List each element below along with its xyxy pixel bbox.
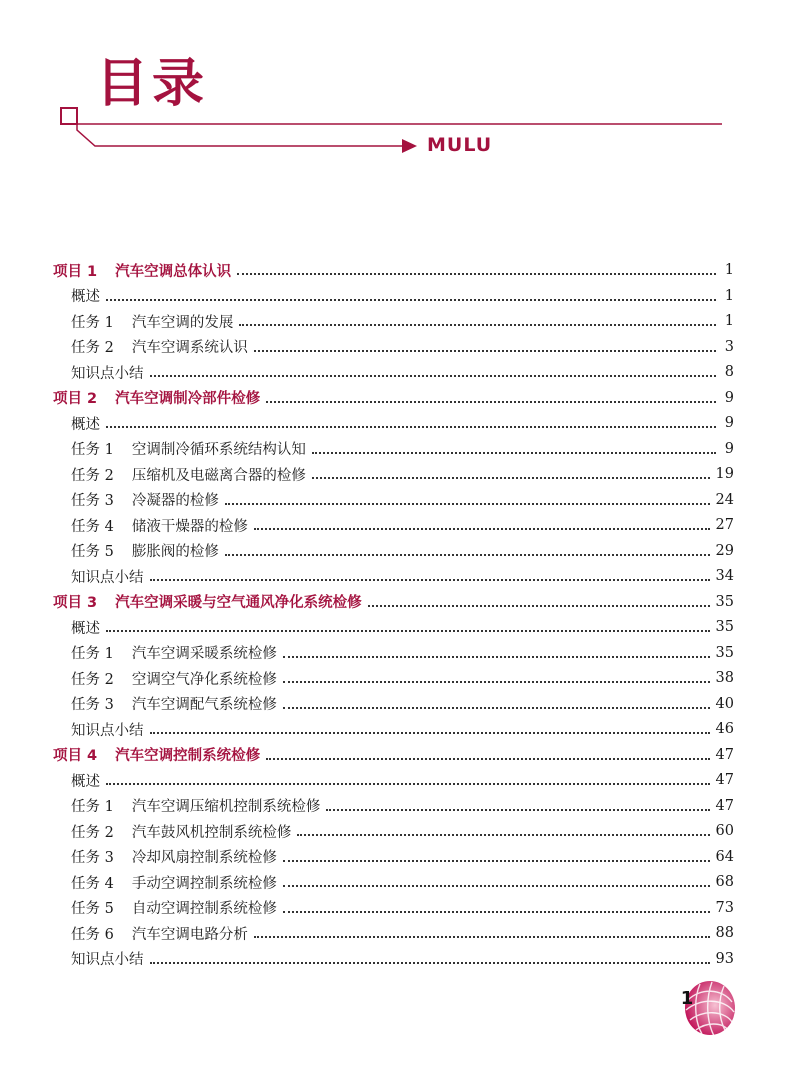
toc-label [53, 744, 260, 765]
toc-item-row[interactable] [71, 437, 734, 461]
toc-number: 项目 4 [53, 748, 98, 764]
toc-item-row[interactable] [71, 615, 734, 639]
toc-project-row[interactable] [53, 743, 734, 767]
dot-leader [106, 773, 710, 785]
toc-number: 任务 2 [71, 340, 114, 356]
toc-title: 汽车空调采暖与空气通风净化系统检修 [115, 595, 362, 611]
page-number: 1 [680, 988, 694, 1009]
toc-number: 任务 3 [71, 697, 114, 713]
dot-leader [297, 824, 709, 836]
toc-number: 知识点小结 [71, 365, 144, 382]
toc-item-row[interactable] [71, 335, 734, 359]
toc-page-number: 64 [715, 848, 734, 865]
toc-page-number: 73 [715, 899, 734, 916]
toc-item-row[interactable] [71, 794, 734, 818]
toc-page-number: 35 [715, 619, 734, 635]
toc-page-number: 29 [715, 542, 734, 559]
toc-title: 自动空调控制系统检修 [131, 901, 277, 917]
dot-leader [106, 289, 716, 301]
toc-number: 任务 2 [71, 824, 114, 841]
toc-item-row[interactable] [71, 896, 734, 920]
toc-label [71, 336, 248, 357]
dot-leader [150, 365, 717, 377]
toc-page-number: 68 [715, 874, 734, 890]
toc-label [71, 362, 144, 383]
toc-page-number: 47 [715, 746, 734, 763]
toc-label [71, 795, 320, 816]
toc-page-number: 60 [715, 823, 734, 839]
toc-label [71, 821, 291, 842]
page-header [0, 0, 790, 200]
toc-title: 汽车空调系统认识 [131, 340, 248, 356]
toc-page-number: 46 [715, 721, 734, 737]
dot-leader [254, 340, 716, 352]
toc-number: 任务 1 [71, 314, 114, 331]
toc-number: 任务 4 [71, 875, 114, 892]
toc-number: 知识点小结 [71, 952, 144, 968]
dot-leader [283, 875, 710, 887]
toc-item-row[interactable] [71, 539, 734, 563]
toc-number: 任务 1 [71, 646, 114, 662]
dot-leader [283, 850, 710, 862]
toc-label [71, 923, 248, 944]
page-title: 目录 [96, 54, 209, 114]
toc-label [71, 846, 277, 867]
dot-leader [266, 391, 716, 403]
toc-title: 冷凝器的检修 [131, 493, 219, 509]
toc-label [71, 668, 277, 689]
toc-number: 项目 1 [53, 263, 98, 280]
dot-leader [106, 416, 716, 428]
toc-number: 任务 1 [71, 799, 114, 815]
toc-page-number: 9 [724, 389, 734, 406]
toc-item-row[interactable] [71, 692, 734, 716]
toc-label [71, 897, 277, 918]
toc-title: 空调空气净化系统检修 [131, 671, 277, 688]
toc-label [71, 438, 306, 459]
dot-leader [326, 799, 709, 811]
toc-item-row[interactable] [71, 284, 734, 308]
toc-number: 任务 3 [71, 850, 114, 866]
toc-title: 汽车空调制冷部件检修 [115, 391, 261, 407]
dot-leader [150, 952, 710, 964]
dot-leader [237, 263, 716, 275]
toc-item-row[interactable] [71, 845, 734, 869]
toc-title: 汽车空调的发展 [131, 314, 234, 331]
toc-label [71, 642, 277, 663]
toc-number: 概述 [71, 416, 100, 433]
toc-title: 汽车空调电路分析 [131, 926, 248, 943]
toc-label [71, 285, 100, 306]
toc-page-number: 40 [715, 695, 734, 712]
toc-label [71, 693, 277, 714]
toc-title: 汽车鼓风机控制系统检修 [131, 824, 292, 841]
toc-item-row[interactable] [71, 513, 734, 537]
dot-leader [106, 620, 710, 632]
toc-number: 任务 5 [71, 544, 114, 560]
toc-item-row[interactable] [71, 666, 734, 690]
toc-label [71, 770, 100, 791]
toc-page-number: 88 [715, 925, 734, 941]
toc-item-row[interactable] [71, 921, 734, 945]
toc-label [71, 413, 100, 434]
toc-page-number: 35 [715, 644, 734, 661]
toc-item-row[interactable] [71, 870, 734, 894]
toc-item-row[interactable] [71, 462, 734, 486]
toc-label [71, 566, 144, 587]
page-subtitle: MULU [427, 134, 493, 156]
toc-title: 储液干燥器的检修 [131, 518, 248, 535]
toc-page-number: 9 [724, 415, 734, 431]
toc-item-row[interactable] [71, 360, 734, 384]
toc-number: 任务 2 [71, 671, 114, 688]
toc-project-row[interactable] [53, 386, 734, 410]
toc-page-number: 1 [724, 287, 734, 304]
toc-title: 汽车空调采暖系统检修 [131, 646, 277, 662]
toc-page-number: 47 [715, 797, 734, 814]
dot-leader [368, 595, 710, 607]
toc-page-number: 35 [715, 593, 734, 610]
toc-number: 任务 4 [71, 518, 114, 535]
toc-item-row[interactable] [71, 564, 734, 588]
toc-label [71, 617, 100, 638]
dot-leader [312, 467, 710, 479]
toc-number: 任务 3 [71, 493, 114, 509]
toc-page-number: 38 [715, 670, 734, 686]
toc-title: 手动空调控制系统检修 [131, 875, 277, 892]
toc-label [71, 464, 306, 485]
toc-label [53, 387, 260, 408]
toc-page-number: 47 [715, 772, 734, 788]
toc-label [71, 872, 277, 893]
dot-leader [150, 722, 710, 734]
toc-label [71, 515, 248, 536]
toc-number: 概述 [71, 773, 100, 790]
toc-title: 汽车空调压缩机控制系统检修 [131, 799, 321, 815]
toc-page-number: 24 [715, 491, 734, 508]
toc-title: 冷却风扇控制系统检修 [131, 850, 277, 866]
toc-page-number: 34 [715, 568, 734, 584]
toc-page-number: 8 [724, 364, 734, 380]
toc-label [71, 489, 219, 510]
toc-project-row[interactable] [53, 258, 734, 282]
dot-leader [254, 518, 710, 530]
dot-leader [254, 926, 710, 938]
toc-number: 概述 [71, 620, 100, 637]
dot-leader [266, 748, 709, 760]
toc-item-row[interactable] [71, 947, 734, 971]
toc-item-row[interactable] [71, 819, 734, 843]
toc-title: 汽车空调控制系统检修 [115, 748, 261, 764]
toc-item-row[interactable] [71, 717, 734, 741]
toc-title: 汽车空调总体认识 [115, 263, 232, 280]
toc-label [53, 591, 362, 612]
toc-project-row[interactable] [53, 590, 734, 614]
toc-page-number: 27 [715, 517, 734, 533]
toc-number: 知识点小结 [71, 722, 144, 739]
toc-page-number: 1 [724, 262, 734, 278]
toc-label [53, 260, 231, 281]
toc-item-row[interactable] [71, 488, 734, 512]
toc-number: 项目 2 [53, 391, 98, 407]
dot-leader [283, 646, 710, 658]
toc-title: 压缩机及电磁离合器的检修 [131, 467, 306, 484]
toc-label [71, 719, 144, 740]
toc-item-row[interactable] [71, 768, 734, 792]
toc-item-row[interactable] [71, 641, 734, 665]
toc-item-row[interactable] [71, 309, 734, 333]
toc-page-number: 19 [715, 466, 734, 482]
toc-number: 知识点小结 [71, 569, 144, 586]
toc-title: 膨胀阀的检修 [131, 544, 219, 560]
toc-number: 任务 1 [71, 442, 114, 458]
toc-page-number: 3 [724, 338, 734, 355]
toc-page-number: 1 [724, 313, 734, 329]
dot-leader [225, 544, 710, 556]
toc-item-row[interactable] [71, 411, 734, 435]
toc-title: 空调制冷循环系统结构认知 [131, 442, 306, 458]
toc-title: 汽车空调配气系统检修 [131, 697, 277, 713]
toc-number: 概述 [71, 289, 100, 305]
toc-number: 任务 2 [71, 467, 114, 484]
dot-leader [225, 493, 710, 505]
toc-number: 任务 6 [71, 926, 114, 943]
toc-label [71, 540, 219, 561]
toc-label [71, 311, 233, 332]
dot-leader [283, 671, 710, 683]
dot-leader [283, 901, 710, 913]
toc-label [71, 948, 144, 969]
dot-leader [239, 314, 716, 326]
dot-leader [312, 442, 716, 454]
dot-leader [150, 569, 710, 581]
toc-page-number: 93 [715, 950, 734, 967]
toc-page-number: 9 [724, 440, 734, 457]
toc-number: 项目 3 [53, 595, 98, 611]
toc-number: 任务 5 [71, 901, 114, 917]
dot-leader [283, 697, 710, 709]
